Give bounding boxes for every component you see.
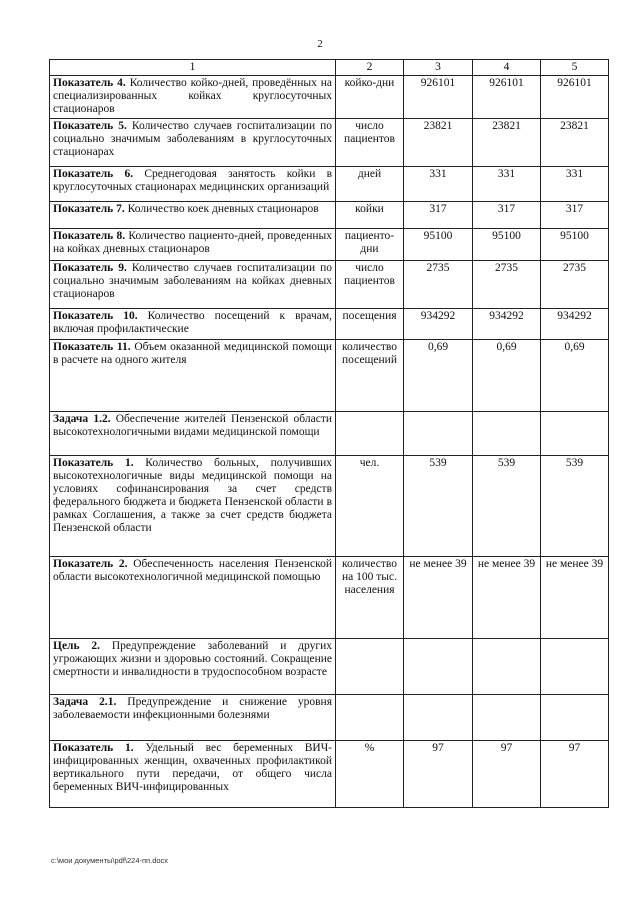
table-row <box>50 695 609 741</box>
value-cell-col-5: 539 <box>541 456 609 557</box>
value-cell-col-3: 317 <box>404 202 473 229</box>
value-cell-col-5: 97 <box>541 741 609 808</box>
table-row <box>50 412 609 456</box>
indicator-text: Среднегодовая занятость койки в круглосуточных стационарах медицинских организаций <box>53 168 333 193</box>
table-row <box>50 741 609 808</box>
value-cell-col-4 <box>473 639 541 695</box>
indicator-label: Показатель 2. <box>53 558 128 570</box>
indicator-text: Удельный вес беременных ВИЧ-инфицированных женщин, охваченных профилактикой вертикального пути передачи, от общего числа беременных ВИЧ-инфицированных <box>53 742 333 793</box>
value-cell-col-3: 23821 <box>404 119 473 167</box>
value-cell-col-4: 97 <box>473 741 541 808</box>
indicators-table <box>49 59 609 808</box>
value-cell-col-3 <box>404 412 473 456</box>
indicator-text: Количество случаев госпитализации по социально значимым заболеваниям в круглосуточных стационарах <box>53 120 333 158</box>
indicator-label: Задача 1.2. <box>53 413 111 425</box>
value-cell-col-4: 317 <box>473 202 541 229</box>
value-cell-col-4: 539 <box>473 456 541 557</box>
value-cell-col-3: 97 <box>404 741 473 808</box>
table-row <box>50 261 609 309</box>
indicator-text: Количество посещений к врачам, включая профилактические <box>53 310 332 335</box>
indicator-description <box>50 639 336 695</box>
value-cell-col-4 <box>473 412 541 456</box>
unit-cell: койко-дни <box>336 76 404 119</box>
indicator-description <box>50 309 336 340</box>
value-cell-col-4: 95100 <box>473 229 541 261</box>
indicator-label: Задача 2.1. <box>53 696 117 708</box>
unit-cell: посещения <box>336 309 404 340</box>
indicator-text: Обеспеченность населения Пензенской области высокотехнологичной медицинской помощью <box>53 558 332 583</box>
indicator-description <box>50 456 336 557</box>
table-row <box>50 202 609 229</box>
table-header-row <box>50 60 609 76</box>
value-cell-col-4: 934292 <box>473 309 541 340</box>
indicator-description <box>50 76 336 119</box>
value-cell-col-3: 539 <box>404 456 473 557</box>
unit-cell <box>336 639 404 695</box>
value-cell-col-4: 331 <box>473 167 541 202</box>
unit-cell: количество на 100 тыс. населения <box>336 557 404 639</box>
value-cell-col-4: 0,69 <box>473 340 541 412</box>
header-col-2: 2 <box>336 60 404 76</box>
header-col-5: 5 <box>541 60 609 76</box>
indicator-description <box>50 229 336 261</box>
value-cell-col-3: 934292 <box>404 309 473 340</box>
indicator-label: Показатель 1. <box>53 742 134 754</box>
value-cell-col-3: 331 <box>404 167 473 202</box>
indicator-label: Показатель 11. <box>53 341 131 353</box>
unit-cell: число пациентов <box>336 261 404 309</box>
unit-cell: % <box>336 741 404 808</box>
header-col-3: 3 <box>404 60 473 76</box>
value-cell-col-4: 2735 <box>473 261 541 309</box>
value-cell-col-5: 2735 <box>541 261 609 309</box>
header-col-1: 1 <box>50 60 336 76</box>
value-cell-col-5: 0,69 <box>541 340 609 412</box>
table-row <box>50 229 609 261</box>
value-cell-col-5: 317 <box>541 202 609 229</box>
indicator-text: Количество койко-дней, проведённых на специализированных койках круглосуточных стационаров <box>53 77 333 115</box>
indicator-text: Количество пациенто-дней, проведенных на койках дневных стационаров <box>53 230 333 255</box>
value-cell-col-4: 23821 <box>473 119 541 167</box>
value-cell-col-3 <box>404 695 473 741</box>
value-cell-col-5 <box>541 412 609 456</box>
table-row <box>50 340 609 412</box>
indicator-text: Обеспечение жителей Пензенской области высокотехнологичными видами медицинской помощи <box>53 413 333 438</box>
value-cell-col-5: 934292 <box>541 309 609 340</box>
indicator-label: Показатель 8. <box>53 230 126 242</box>
indicator-label: Показатель 9. <box>53 262 127 274</box>
indicator-label: Показатель 10. <box>53 310 138 322</box>
table-row <box>50 309 609 340</box>
indicator-text: Количество больных, получивших высокотехнологичные виды медицинской помощи на условиях софинансирования за счет средств федерального бюджета и бюджета Пензенской области в рамках Соглашения, а также за счет средств бюджета Пензенской области <box>53 457 332 534</box>
value-cell-col-4: не менее 39 <box>473 557 541 639</box>
value-cell-col-5: 23821 <box>541 119 609 167</box>
value-cell-col-3 <box>404 639 473 695</box>
indicator-label: Показатель 5. <box>53 120 127 132</box>
table-row <box>50 76 609 119</box>
indicator-text: Предупреждение заболеваний и других угрожающих жизни и здоровью состояний. Сокращение смертности и инвалидности в трудоспособном возрасте <box>53 640 332 678</box>
indicator-text: Количество случаев госпитализации по социально значимым заболеваниям на койках дневных стационаров <box>53 262 333 300</box>
indicator-description <box>50 167 336 202</box>
indicator-description <box>50 340 336 412</box>
unit-cell: койки <box>336 202 404 229</box>
table-row <box>50 119 609 167</box>
unit-cell: количество посещений <box>336 340 404 412</box>
page-number: 2 <box>317 38 323 50</box>
indicator-description <box>50 202 336 229</box>
indicator-description <box>50 119 336 167</box>
indicator-text: Предупреждение и снижение уровня заболеваемости инфекционными болезнями <box>53 696 332 721</box>
indicator-text: Количество коек дневных стационаров <box>127 203 319 215</box>
unit-cell: пациенто-дни <box>336 229 404 261</box>
value-cell-col-3: 926101 <box>404 76 473 119</box>
unit-cell <box>336 412 404 456</box>
indicator-description <box>50 412 336 456</box>
indicator-description <box>50 695 336 741</box>
unit-cell: дней <box>336 167 404 202</box>
value-cell-col-3: 0,69 <box>404 340 473 412</box>
value-cell-col-4 <box>473 695 541 741</box>
indicator-label: Цель 2. <box>53 640 101 652</box>
table-row <box>50 167 609 202</box>
unit-cell: чел. <box>336 456 404 557</box>
indicator-label: Показатель 1. <box>53 457 134 469</box>
indicator-text: Объем оказанной медицинской помощи в расчете на одного жителя <box>53 341 333 366</box>
indicator-description <box>50 261 336 309</box>
value-cell-col-5: 331 <box>541 167 609 202</box>
indicator-label: Показатель 6. <box>53 168 134 180</box>
value-cell-col-3: 2735 <box>404 261 473 309</box>
value-cell-col-5 <box>541 695 609 741</box>
value-cell-col-5 <box>541 639 609 695</box>
indicator-description <box>50 741 336 808</box>
table-row <box>50 557 609 639</box>
value-cell-col-3: не менее 39 <box>404 557 473 639</box>
table-row <box>50 639 609 695</box>
indicator-label: Показатель 4. <box>53 77 126 89</box>
unit-cell <box>336 695 404 741</box>
indicator-description <box>50 557 336 639</box>
value-cell-col-5: 926101 <box>541 76 609 119</box>
value-cell-col-4: 926101 <box>473 76 541 119</box>
file-path-footer: c:\мои документы\pdf\224-пп.docx <box>51 856 169 865</box>
indicator-label: Показатель 7. <box>53 203 125 215</box>
table-row <box>50 456 609 557</box>
unit-cell: число пациентов <box>336 119 404 167</box>
value-cell-col-3: 95100 <box>404 229 473 261</box>
value-cell-col-5: 95100 <box>541 229 609 261</box>
header-col-4: 4 <box>473 60 541 76</box>
value-cell-col-5: не менее 39 <box>541 557 609 639</box>
